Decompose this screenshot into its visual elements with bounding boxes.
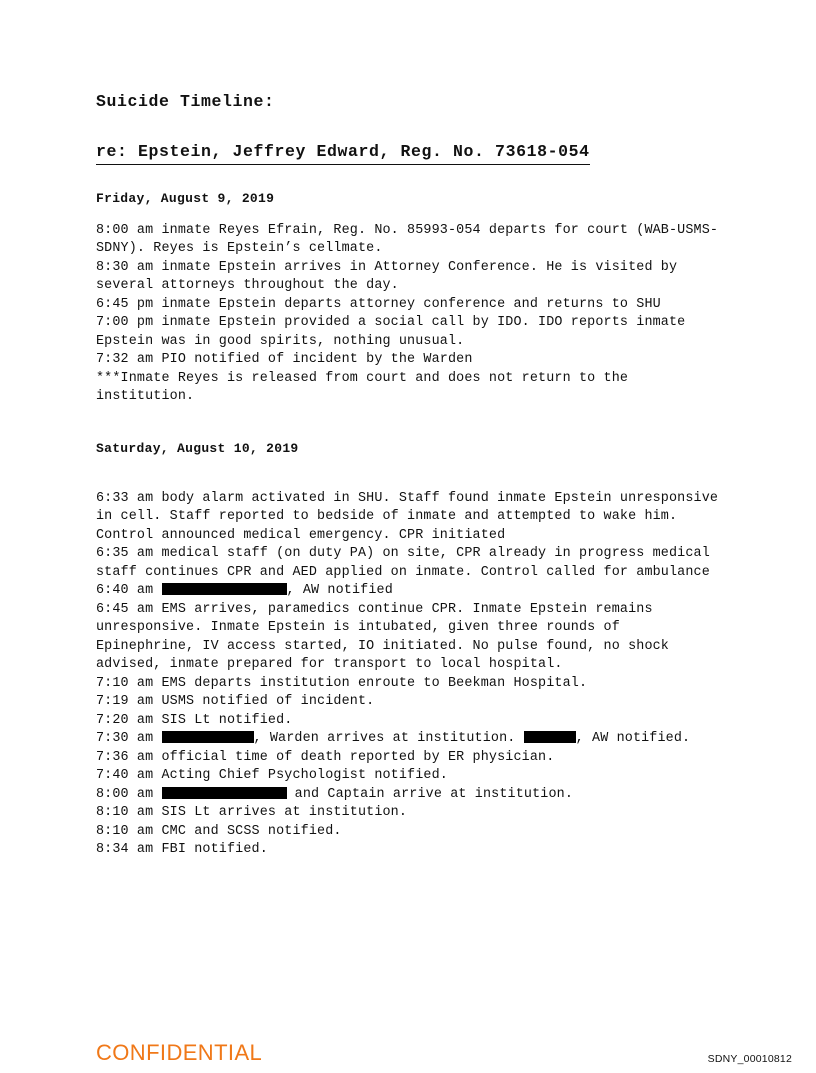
timeline-entry: 7:20 am SIS Lt notified. bbox=[96, 712, 293, 728]
timeline-entry-redacted bbox=[96, 786, 724, 805]
redaction-bar bbox=[162, 583, 287, 595]
timeline-entry: 8:30 am inmate Epstein arrives in Attorney Conference. He is visited by several attorneys throughout the day. bbox=[96, 259, 678, 294]
confidential-stamp: CONFIDENTIAL bbox=[96, 1040, 263, 1065]
timeline-entry: 6:45 pm inmate Epstein departs attorney conference and returns to SHU bbox=[96, 296, 661, 312]
redaction-bar bbox=[524, 731, 576, 743]
timeline-entry: 6:35 am medical staff (on duty PA) on site, CPR already in progress medical staff continues CPR and AED applied on inmate. Control called for ambulance bbox=[96, 546, 710, 580]
page-title: Suicide Timeline: bbox=[96, 92, 275, 111]
day-two-heading: Saturday, August 10, 2019 bbox=[96, 440, 299, 456]
redaction-bar bbox=[162, 787, 287, 799]
timeline-entry: 8:00 am inmate Reyes Efrain, Reg. No. 85993-054 departs for court (WAB-USMS-SDNY). Reyes is Epstein’s cellmate. bbox=[96, 222, 719, 257]
entry-prefix: 8:00 am bbox=[96, 786, 162, 802]
timeline-entry: 7:00 pm inmate Epstein provided a social call by IDO. IDO reports inmate Epstein was in good spirits, nothing unusual. bbox=[96, 315, 686, 349]
day-one-heading: Friday, August 9, 2019 bbox=[96, 190, 275, 206]
document-body bbox=[96, 92, 724, 860]
document-subject-line: re: Epstein, Jeffrey Edward, Reg. No. 73618-054 bbox=[96, 142, 590, 165]
day-two-entries bbox=[96, 490, 724, 860]
entry-prefix: 6:40 am bbox=[96, 583, 162, 599]
timeline-entry: 7:40 am Acting Chief Psychologist notified. bbox=[96, 768, 448, 784]
timeline-entry: 6:45 am EMS arrives, paramedics continue CPR. Inmate Epstein remains unresponsive. Inmate Epstein is intubated, given three rounds of Epinephrine, IV access started, IO initiated. No pulse found, no shock advised, inmate prepared for transport to local hospital. bbox=[96, 601, 669, 673]
entry-suffix: and Captain arrive at institution. bbox=[286, 786, 573, 802]
entry-middle: , Warden arrives at institution. bbox=[253, 731, 524, 747]
entry-suffix: , AW notified. bbox=[575, 731, 691, 747]
entry-prefix: 7:30 am bbox=[96, 731, 162, 747]
timeline-entry-redacted bbox=[96, 730, 724, 749]
timeline-entry: ***Inmate Reyes is released from court and does not return to the institution. bbox=[96, 370, 629, 405]
timeline-entry: 7:10 am EMS departs institution enroute to Beekman Hospital. bbox=[96, 675, 588, 691]
timeline-entry: 8:34 am FBI notified. bbox=[96, 842, 268, 858]
timeline-entry: 7:32 am PIO notified of incident by the Warden bbox=[96, 352, 473, 368]
timeline-entry: 8:10 am CMC and SCSS notified. bbox=[96, 823, 342, 839]
timeline-entry: 6:33 am body alarm activated in SHU. Staff found inmate Epstein unresponsive in cell. Staff reported to bedside of inmate and attempted to wake him. Control announced medical emergency. CPR initiated bbox=[96, 490, 719, 543]
timeline-entry: 8:10 am SIS Lt arrives at institution. bbox=[96, 805, 408, 821]
timeline-entry: 7:19 am USMS notified of incident. bbox=[96, 694, 375, 710]
redaction-bar bbox=[162, 731, 254, 743]
entry-suffix: , AW notified bbox=[286, 583, 393, 599]
bates-number: SDNY_00010812 bbox=[707, 1053, 792, 1065]
timeline-entry: 7:36 am official time of death reported by ER physician. bbox=[96, 749, 555, 765]
timeline-entry-redacted bbox=[96, 582, 724, 601]
day-one-entries bbox=[96, 222, 724, 407]
